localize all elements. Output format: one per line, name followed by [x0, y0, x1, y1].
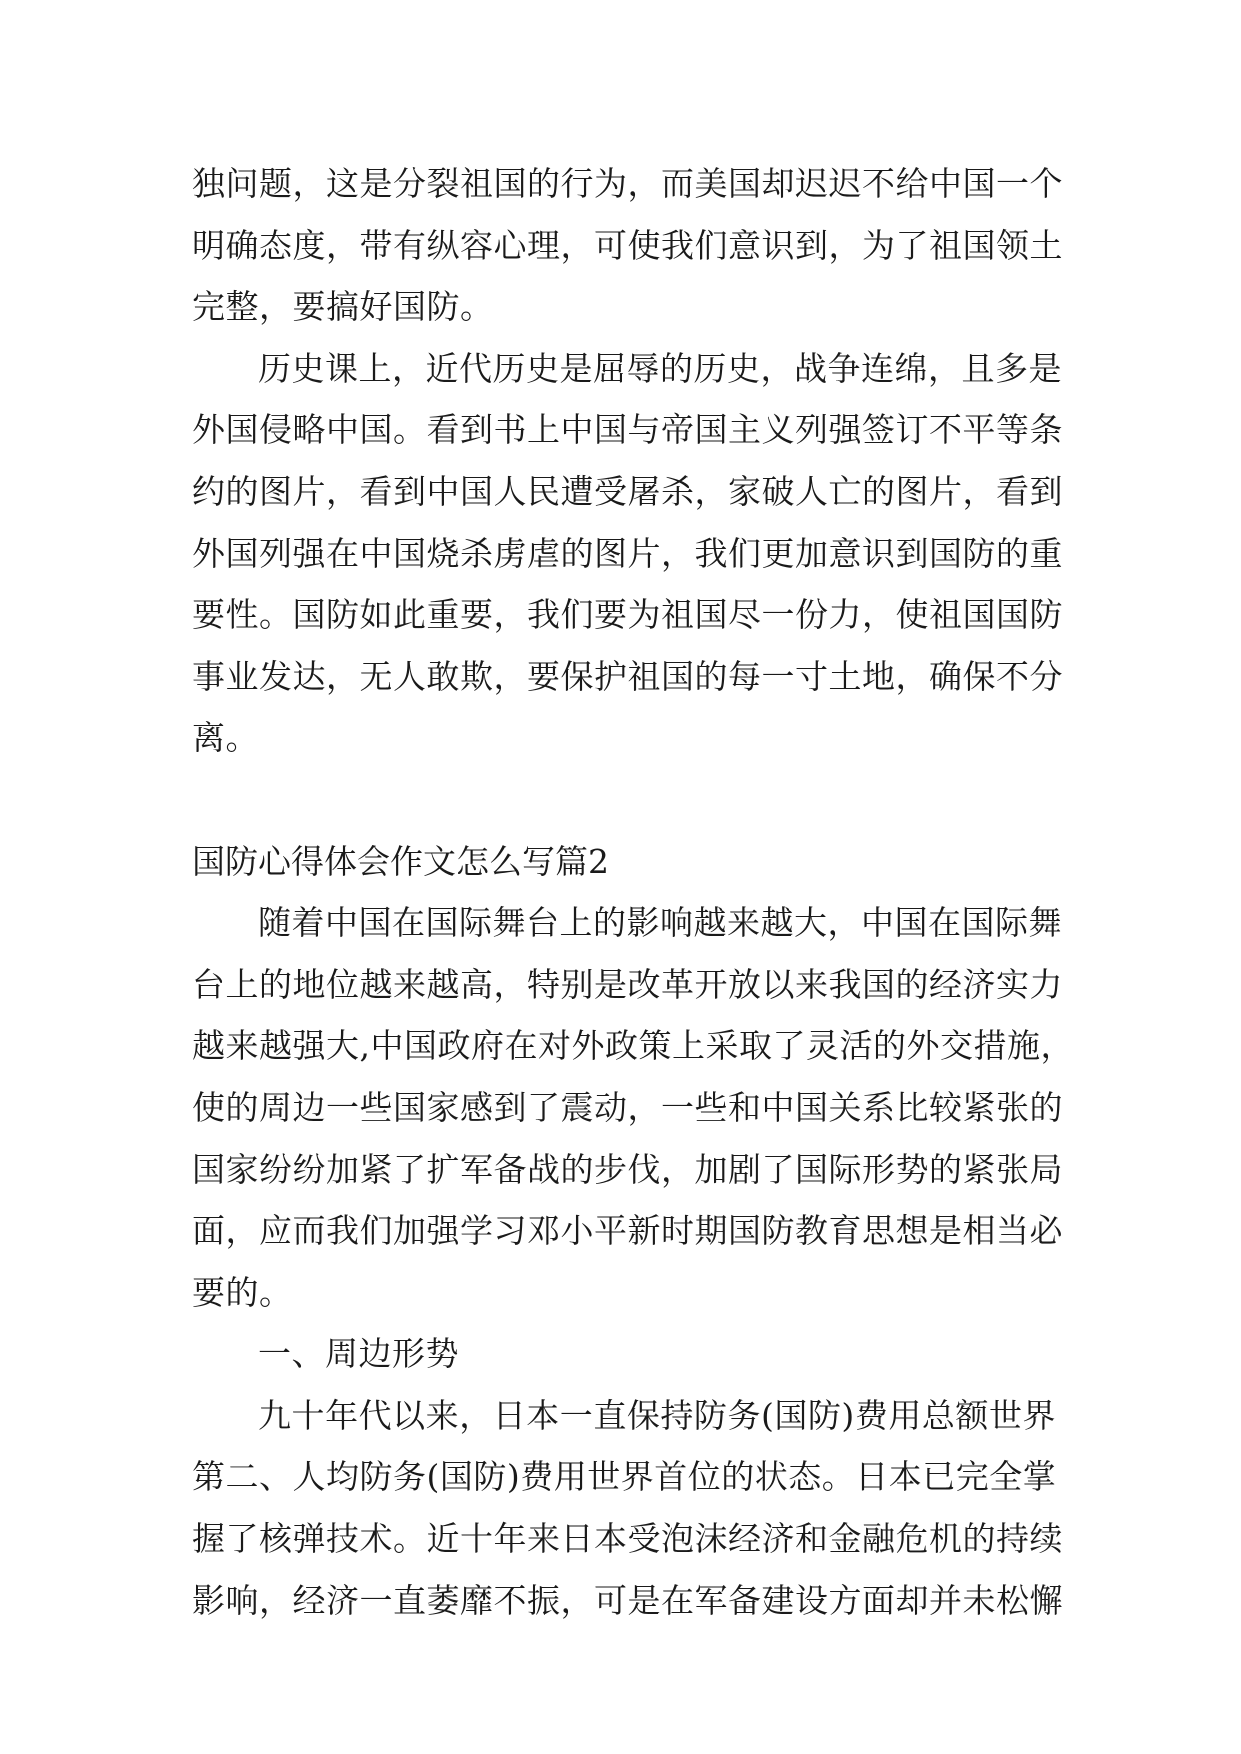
- document-body: [192, 153, 1074, 1631]
- text-line: 握了核弹技术。近十年来日本受泡沫经济和金融危机的持续: [192, 1519, 1063, 1559]
- paragraph-2: [192, 338, 1063, 769]
- text-line: 影响，经济一直萎靡不振，可是在军备建设方面却并未松懈: [192, 1580, 1063, 1620]
- text-line: 外国侵略中国。看到书上中国与帝国主义列强签订不平等条: [192, 410, 1063, 450]
- paragraph-3: [192, 892, 1074, 1323]
- text-line: 国家纷纷加紧了扩军备战的步伐，加剧了国际形势的紧张局: [192, 1149, 1063, 1189]
- text-line: 要的。: [192, 1272, 293, 1312]
- text-line: 面，应而我们加强学习邓小平新时期国防教育思想是相当必: [192, 1211, 1063, 1251]
- text-line: 越来越强大,中国政府在对外政策上采取了灵活的外交措施，: [192, 1026, 1074, 1066]
- text-line: 历史课上，近代历史是屈辱的历史，战争连绵，且多是: [258, 348, 1062, 388]
- section-title: 国防心得体会作文怎么写篇2: [192, 841, 609, 881]
- paragraph-1: [192, 153, 1063, 338]
- text-line: 事业发达，无人敢欺，要保护祖国的每一寸土地，确保不分: [192, 656, 1063, 696]
- text-line: 使的周边一些国家感到了震动，一些和中国关系比较紧张的: [192, 1087, 1063, 1127]
- text-line: 要性。国防如此重要，我们要为祖国尽一份力，使祖国国防: [192, 595, 1063, 635]
- text-line: 第二、人均防务(国防)费用世界首位的状态。日本已完全掌: [192, 1457, 1057, 1497]
- text-line: 完整，要搞好国防。: [192, 287, 494, 327]
- text-line: 九十年代以来，日本一直保持防务(国防)费用总额世界: [258, 1395, 1056, 1435]
- subheading: 一、周边形势: [258, 1334, 459, 1374]
- text-line: 离。: [192, 718, 259, 758]
- text-line: 明确态度，带有纵容心理，可使我们意识到，为了祖国领土: [192, 225, 1063, 265]
- text-line: 独问题，这是分裂祖国的行为，而美国却迟迟不给中国一个: [192, 164, 1063, 203]
- paragraph-4: [192, 1385, 1063, 1631]
- text-line: 随着中国在国际舞台上的影响越来越大，中国在国际舞: [258, 903, 1062, 943]
- text-line: 外国列强在中国烧杀虏虐的图片，我们更加意识到国防的重: [192, 533, 1063, 573]
- text-line: 台上的地位越来越高，特别是改革开放以来我国的经济实力: [192, 964, 1063, 1004]
- text-line: 约的图片，看到中国人民遭受屠杀，家破人亡的图片，看到: [192, 471, 1063, 511]
